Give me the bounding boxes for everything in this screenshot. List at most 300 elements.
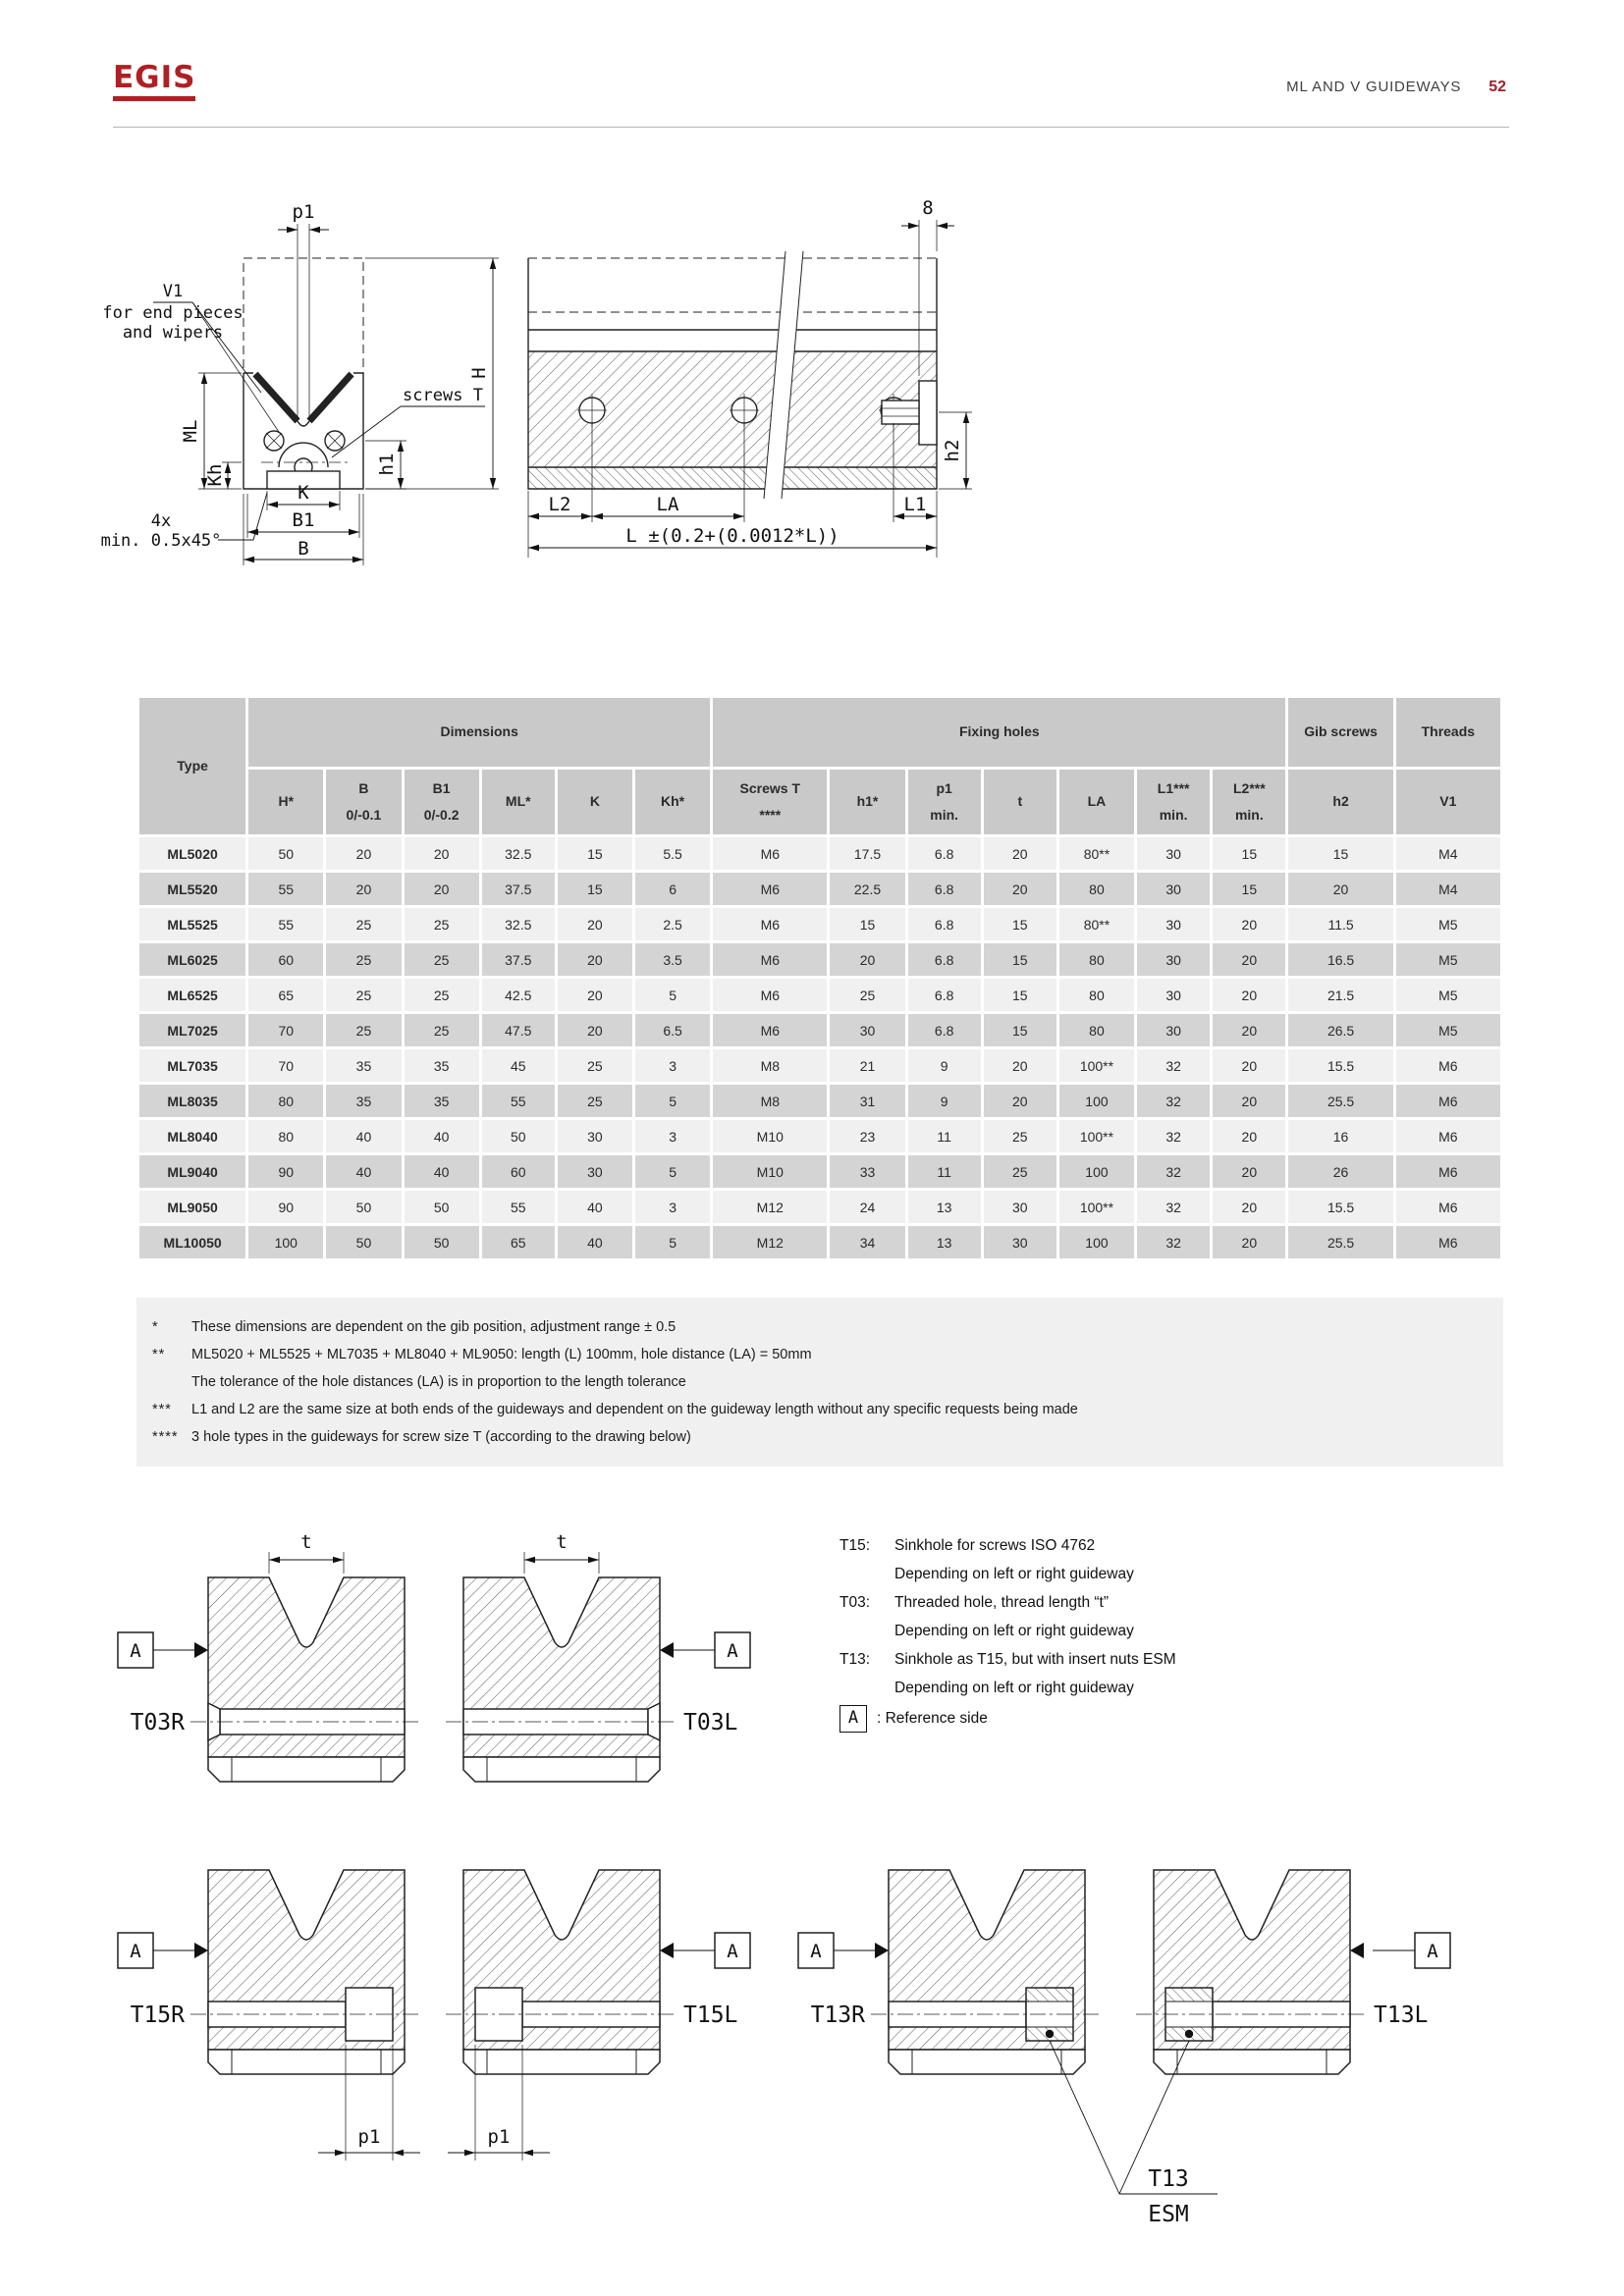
value-cell: 6.8 [908,1014,981,1046]
value-cell: 20 [326,873,401,905]
value-cell: 21.5 [1288,979,1392,1011]
value-cell: M6 [1396,1049,1500,1082]
value-cell: M10 [713,1155,827,1188]
value-cell: 40 [405,1155,479,1188]
group-threads: Threads [1396,698,1500,767]
value-cell: 60 [482,1155,555,1188]
value-cell: 100** [1059,1191,1134,1223]
dim-h1: h1 [376,453,398,476]
footnote-mark: * [152,1319,159,1335]
value-cell: 13 [908,1226,981,1258]
table-row [139,837,1500,870]
table-row [139,908,1500,940]
t13l-view [1136,1870,1450,2074]
value-cell: 20 [1213,979,1285,1011]
value-cell: 20 [405,873,479,905]
note-screws-t: screws T [403,386,483,405]
value-cell: 6.5 [635,1014,710,1046]
value-cell: M5 [1396,908,1500,940]
note-chamfer-1: 4x [150,511,172,531]
footnote [136,1423,1486,1451]
value-cell: 3 [635,1049,710,1082]
t13r-view [798,1870,1103,2074]
value-cell: 6.8 [908,908,981,940]
value-cell: 25 [326,1014,401,1046]
dim-p1: p1 [487,2126,511,2148]
value-cell: 25 [405,908,479,940]
ref-a-label: A [130,1640,141,1662]
type-cell: ML10050 [139,1226,245,1258]
ml-guideway-table [136,695,1503,1261]
t03-drawings [100,1517,768,1816]
value-cell: M10 [713,1120,827,1152]
ref-a-label: A [810,1941,822,1962]
value-cell: 15 [1213,837,1285,870]
value-cell: 35 [326,1049,401,1082]
value-cell: 9 [908,1085,981,1117]
value-cell: 6.8 [908,837,981,870]
t15-drawings [100,1850,768,2243]
value-cell: 15 [984,1014,1056,1046]
column-header: B1 0/-0.2 [405,770,479,834]
dim-k: K [298,482,309,504]
value-cell: 3 [635,1120,710,1152]
table-row [139,1085,1500,1117]
value-cell: 9 [908,1049,981,1082]
value-cell: 55 [248,873,323,905]
t15l-view [446,1870,750,2161]
value-cell: M6 [713,873,827,905]
t15r-label: T15R [130,2002,185,2028]
footnote-mark: **** [152,1429,179,1445]
legend-code: T03: [839,1594,871,1611]
value-cell: 32 [1137,1155,1210,1188]
footnote [136,1341,1486,1368]
value-cell: 65 [482,1226,555,1258]
t15r-view [118,1870,422,2161]
note-v1-line3: and wipers [122,323,224,343]
value-cell: 100 [1059,1226,1134,1258]
reference-side-marker [118,1632,208,1668]
value-cell: 20 [558,1014,632,1046]
ref-text: : Reference side [877,1710,988,1727]
value-cell: 37.5 [482,873,555,905]
value-cell: M6 [713,1014,827,1046]
value-cell: 30 [1137,943,1210,976]
ref-a-label: A [727,1640,738,1662]
value-cell: 100** [1059,1049,1134,1082]
group-fixing-holes: Fixing holes [713,698,1285,767]
value-cell: 2.5 [635,908,710,940]
value-cell: 3 [635,1191,710,1223]
value-cell: 15 [830,908,904,940]
value-cell: 25 [326,908,401,940]
value-cell: 50 [326,1226,401,1258]
legend-desc: Sinkhole as T15, but with insert nuts ESM [894,1651,1176,1668]
column-header-row [139,770,1500,834]
side-view [528,251,937,499]
footnote-text: These dimensions are dependent on the gib position, adjustment range ± 0.5 [191,1319,677,1335]
value-cell: 25 [326,943,401,976]
value-cell: M6 [1396,1085,1500,1117]
footnote-text: L1 and L2 are the same size at both ends of the guideways and dependent on the guideway length without any specific requests being made [191,1402,1078,1417]
value-cell: 15 [558,873,632,905]
value-cell: 25 [405,979,479,1011]
value-cell: 50 [405,1226,479,1258]
value-cell: 20 [405,837,479,870]
value-cell: 13 [908,1191,981,1223]
value-cell: 25 [405,1014,479,1046]
note-chamfer-2: min. 0.5x45° [100,531,222,551]
reference-side-marker [660,1933,750,1968]
type-cell: ML6025 [139,943,245,976]
value-cell: 34 [830,1226,904,1258]
value-cell: 32 [1137,1120,1210,1152]
value-cell: M6 [713,943,827,976]
value-cell: 32 [1137,1049,1210,1082]
value-cell: M5 [1396,979,1500,1011]
value-cell: 30 [984,1191,1056,1223]
value-cell: 80 [1059,1014,1134,1046]
type-cell: ML9050 [139,1191,245,1223]
value-cell: 30 [1137,837,1210,870]
dim-b1: B1 [292,509,315,531]
value-cell: 3.5 [635,943,710,976]
value-cell: 5 [635,1155,710,1188]
header-divider [113,127,1509,128]
value-cell: 50 [248,837,323,870]
value-cell: 6.8 [908,979,981,1011]
dim-8: 8 [922,197,934,219]
value-cell: 70 [248,1014,323,1046]
value-cell: 30 [1137,908,1210,940]
value-cell: 60 [248,943,323,976]
value-cell: 20 [1213,1120,1285,1152]
dim-la: LA [656,494,679,515]
col-type: Type [139,698,245,834]
dim-ml: ML [180,419,201,443]
table-row [139,1049,1500,1082]
table-body [139,837,1500,1258]
dim-p1: p1 [357,2126,381,2148]
value-cell: 15 [984,943,1056,976]
value-cell: 20 [1288,873,1392,905]
value-cell: 32 [1137,1085,1210,1117]
value-cell: 32 [1137,1226,1210,1258]
legend-item [839,1645,1448,1674]
value-cell: 5 [635,1085,710,1117]
ref-a-label: A [727,1941,738,1962]
value-cell: 42.5 [482,979,555,1011]
value-cell: M5 [1396,1014,1500,1046]
table-row [139,873,1500,905]
value-cell: 17.5 [830,837,904,870]
cross-section-view [244,258,363,489]
value-cell: 80 [248,1085,323,1117]
value-cell: 80** [1059,837,1134,870]
table-row [139,1014,1500,1046]
value-cell: 40 [558,1191,632,1223]
value-cell: M12 [713,1191,827,1223]
value-cell: 40 [558,1226,632,1258]
t03r-label: T03R [130,1710,185,1735]
value-cell: 15 [558,837,632,870]
value-cell: 15 [1288,837,1392,870]
value-cell: 90 [248,1191,323,1223]
value-cell: 20 [830,943,904,976]
dim-t: t [556,1531,568,1553]
value-cell: 20 [984,1049,1056,1082]
value-cell: 23 [830,1120,904,1152]
value-cell: 16 [1288,1120,1392,1152]
value-cell: M4 [1396,837,1500,870]
t03l-view [446,1531,750,1782]
table-row [139,979,1500,1011]
legend-code: T15: [839,1537,871,1554]
value-cell: 25 [830,979,904,1011]
ref-a-label: A [1427,1941,1438,1962]
t03r-view [118,1531,422,1782]
value-cell: M6 [1396,1191,1500,1223]
value-cell: 55 [482,1085,555,1117]
t03l-label: T03L [683,1710,738,1735]
reference-side-marker [118,1933,208,1968]
legend-subtext: Depending on left or right guideway [894,1680,1134,1696]
value-cell: 40 [326,1120,401,1152]
dim-l1: L1 [903,494,927,515]
column-header: Screws T **** [713,770,827,834]
ref-a-label: A [130,1941,141,1962]
value-cell: 15.5 [1288,1049,1392,1082]
column-header: h1* [830,770,904,834]
column-header: L2*** min. [1213,770,1285,834]
value-cell: 20 [984,873,1056,905]
value-cell: 20 [1213,1014,1285,1046]
value-cell: 15 [984,979,1056,1011]
value-cell: 55 [248,908,323,940]
value-cell: 11.5 [1288,908,1392,940]
value-cell: M4 [1396,873,1500,905]
value-cell: 30 [1137,873,1210,905]
value-cell: 30 [830,1014,904,1046]
value-cell: 35 [405,1049,479,1082]
value-cell: 35 [326,1085,401,1117]
callout-esm: ESM [1148,2202,1189,2227]
value-cell: 6.8 [908,943,981,976]
value-cell: 20 [558,979,632,1011]
cross-section-labels [101,201,490,560]
footnote [136,1368,1486,1396]
value-cell: 80 [1059,873,1134,905]
footnote [136,1396,1486,1423]
footnote-text: 3 hole types in the guideways for screw size T (according to the drawing below) [191,1429,691,1445]
value-cell: 20 [1213,1085,1285,1117]
guideway-drawing [96,165,963,577]
value-cell: M6 [1396,1120,1500,1152]
value-cell: 20 [1213,1226,1285,1258]
type-cell: ML7025 [139,1014,245,1046]
value-cell: 20 [558,908,632,940]
value-cell: 30 [1137,979,1210,1011]
footnote-mark: *** [152,1402,172,1417]
value-cell: 32.5 [482,837,555,870]
column-header: t [984,770,1056,834]
value-cell: 25 [405,943,479,976]
value-cell: 20 [1213,1155,1285,1188]
type-cell: ML8040 [139,1120,245,1152]
value-cell: 50 [482,1120,555,1152]
value-cell: 50 [405,1191,479,1223]
footnote-mark [136,1368,191,1396]
insert-nut-dot [1046,2030,1054,2038]
value-cell: 47.5 [482,1014,555,1046]
value-cell: 65 [248,979,323,1011]
spec-table-section [136,695,1503,1261]
dim-p1: p1 [292,201,315,223]
legend-desc: Sinkhole for screws ISO 4762 [894,1537,1096,1554]
column-header: H* [248,770,323,834]
page-number: 52 [1489,79,1506,95]
legend-code: T13: [839,1651,871,1668]
ref-a-box: A [839,1705,867,1733]
value-cell: 25 [558,1049,632,1082]
value-cell: 20 [984,837,1056,870]
group-gib-screws: Gib screws [1288,698,1392,767]
value-cell: M6 [1396,1155,1500,1188]
value-cell: 80 [1059,979,1134,1011]
dim-h: H [468,367,490,379]
value-cell: 6 [635,873,710,905]
value-cell: 20 [1213,1049,1285,1082]
value-cell: 25 [984,1155,1056,1188]
reference-side-legend [839,1704,1448,1733]
hole-types-legend [839,1531,1448,1733]
value-cell: 32.5 [482,908,555,940]
legend-item [839,1531,1448,1560]
value-cell: 33 [830,1155,904,1188]
value-cell: 5.5 [635,837,710,870]
value-cell: 22.5 [830,873,904,905]
reference-side-marker [1350,1933,1450,1968]
egis-logo [113,60,196,101]
legend-subtext: Depending on left or right guideway [894,1623,1134,1639]
value-cell: 20 [1213,1191,1285,1223]
type-cell: ML5520 [139,873,245,905]
value-cell: 30 [558,1120,632,1152]
value-cell: 80 [1059,943,1134,976]
value-cell: 16.5 [1288,943,1392,976]
value-cell: 37.5 [482,943,555,976]
footnote [136,1313,1486,1341]
value-cell: 100 [248,1226,323,1258]
column-header: L1*** min. [1137,770,1210,834]
value-cell: 24 [830,1191,904,1223]
table-row [139,1120,1500,1152]
footnotes [136,1298,1503,1467]
value-cell: 55 [482,1191,555,1223]
value-cell: 45 [482,1049,555,1082]
value-cell: M8 [713,1049,827,1082]
value-cell: 20 [558,943,632,976]
value-cell: 20 [326,837,401,870]
type-cell: ML7035 [139,1049,245,1082]
dim-l2: L2 [548,494,571,515]
column-header: Kh* [635,770,710,834]
value-cell: 6.8 [908,873,981,905]
column-header: h2 [1288,770,1392,834]
value-cell: 100 [1059,1085,1134,1117]
value-cell: 100** [1059,1120,1134,1152]
value-cell: 40 [326,1155,401,1188]
value-cell: 70 [248,1049,323,1082]
value-cell: 26.5 [1288,1014,1392,1046]
table-row [139,1226,1500,1258]
legend-item [839,1588,1448,1617]
type-cell: ML5020 [139,837,245,870]
value-cell: M6 [713,908,827,940]
value-cell: 30 [1137,1014,1210,1046]
column-header: V1 [1396,770,1500,834]
insert-nut-dot [1185,2030,1193,2038]
value-cell: M12 [713,1226,827,1258]
legend-desc: Threaded hole, thread length “t” [894,1594,1109,1611]
value-cell: 32 [1137,1191,1210,1223]
column-header: K [558,770,632,834]
value-cell: 30 [558,1155,632,1188]
value-cell: 26 [1288,1155,1392,1188]
type-cell: ML9040 [139,1155,245,1188]
footnote-mark: ** [152,1347,166,1362]
value-cell: 21 [830,1049,904,1082]
value-cell: 20 [1213,908,1285,940]
value-cell: 50 [326,1191,401,1223]
value-cell: 25.5 [1288,1085,1392,1117]
group-dimensions: Dimensions [248,698,710,767]
column-header: ML* [482,770,555,834]
value-cell: 15 [984,908,1056,940]
value-cell: M8 [713,1085,827,1117]
group-header-row [139,698,1500,767]
column-header: p1 min. [908,770,981,834]
t15l-label: T15L [683,2002,738,2028]
value-cell: 11 [908,1120,981,1152]
dim-b: B [298,538,309,560]
value-cell: M6 [713,979,827,1011]
value-cell: 30 [984,1226,1056,1258]
section-title: ML AND V GUIDEWAYS [1286,79,1462,95]
note-v1-line2: for end pieces [102,303,244,323]
legend-subtext: Depending on left or right guideway [894,1566,1134,1582]
t13l-label: T13L [1374,2002,1429,2028]
table-row [139,943,1500,976]
dim-l-formula: L ±(0.2+(0.0012*L)) [625,525,839,547]
value-cell: 11 [908,1155,981,1188]
type-cell: ML5525 [139,908,245,940]
dim-kh: Kh [204,463,226,487]
table-row [139,1191,1500,1223]
dim-h2: h2 [942,439,963,462]
value-cell: 20 [1213,943,1285,976]
footnote-text: The tolerance of the hole distances (LA) is in proportion to the length tolerance [191,1374,686,1390]
value-cell: 20 [984,1085,1056,1117]
reference-side-marker [660,1632,750,1668]
column-header: B 0/-0.1 [326,770,401,834]
value-cell: 25 [558,1085,632,1117]
note-v1: V1 [162,282,184,301]
type-cell: ML8035 [139,1085,245,1117]
value-cell: M6 [1396,1226,1500,1258]
value-cell: 5 [635,1226,710,1258]
